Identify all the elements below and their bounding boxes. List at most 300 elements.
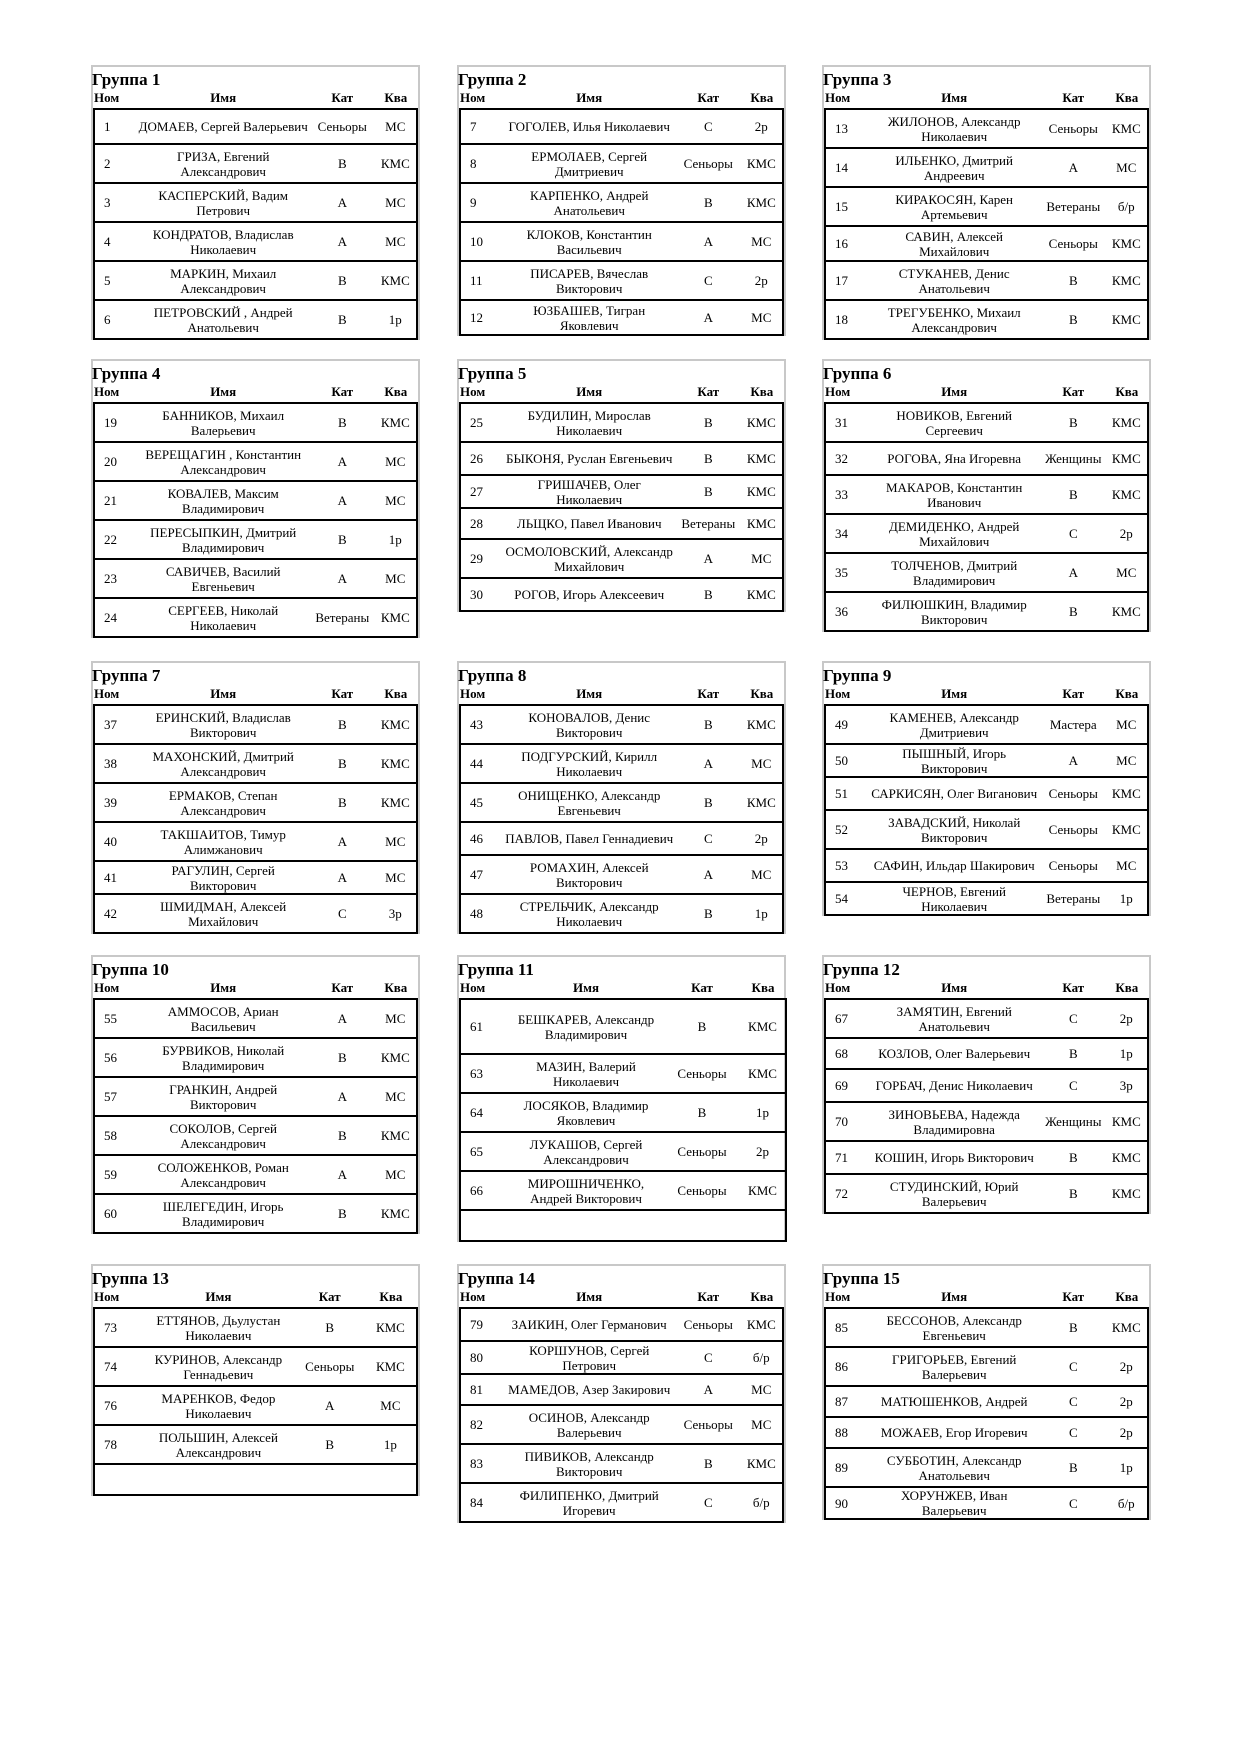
cell-cat: C <box>676 261 741 300</box>
cell-nom: 7 <box>460 109 502 144</box>
cell-nom: 54 <box>825 882 867 915</box>
cell-kva: 2р <box>741 261 783 300</box>
cell-nom: 36 <box>825 592 867 631</box>
cell-kva: КМС <box>1106 226 1148 261</box>
cell-cat: A <box>310 1077 375 1116</box>
table-row <box>94 1347 417 1386</box>
cell-nom: 69 <box>825 1069 867 1102</box>
table-row <box>94 144 417 183</box>
cell-kva: КМС <box>741 144 783 183</box>
cell-nom: 90 <box>825 1487 867 1519</box>
cell-kva: КМС <box>741 783 783 822</box>
table-row <box>94 300 417 339</box>
group-title: Группа 5 <box>458 364 527 383</box>
cell-name: ПЫШНЫЙ, Игорь Викторович <box>867 744 1041 777</box>
cell-kva: МС <box>1106 705 1148 744</box>
cell-kva: КМС <box>1106 403 1148 442</box>
cell-name: БАННИКОВ, Михаил Валерьевич <box>136 403 310 442</box>
cell-nom: 48 <box>460 894 502 933</box>
table-row <box>460 855 783 894</box>
table-row <box>825 1448 1148 1487</box>
header-kva: Ква <box>1115 980 1139 995</box>
cell-nom: 31 <box>825 403 867 442</box>
cell-cat: A <box>295 1386 365 1425</box>
cell-nom: 58 <box>94 1116 136 1155</box>
cell-kva: МС <box>375 481 417 520</box>
cell-cat: B <box>664 999 740 1054</box>
cell-name: ПОДГУРСКИЙ, Кирилл Николаевич <box>502 744 676 783</box>
cell-kva: 1р <box>1106 1038 1148 1069</box>
cell-cat: C <box>676 1483 741 1522</box>
cell-kva: МС <box>1106 849 1148 882</box>
cell-kva: КМС <box>1106 442 1148 475</box>
table-row <box>825 810 1148 849</box>
cell-nom: 21 <box>94 481 136 520</box>
group-title: Группа 15 <box>823 1269 900 1288</box>
cell-cat: B <box>1041 1038 1106 1069</box>
cell-name: КОНДРАТОВ, Владислав Николаевич <box>136 222 310 261</box>
cell-cat: B <box>310 1116 375 1155</box>
group-title: Группа 4 <box>92 364 161 383</box>
cell-name: ИЛЬЕНКО, Дмитрий Андреевич <box>867 148 1041 187</box>
table-row <box>94 1425 417 1464</box>
cell-cat: B <box>310 261 375 300</box>
table-row <box>825 1174 1148 1213</box>
table-row <box>460 300 783 335</box>
empty-row <box>94 1464 417 1495</box>
cell-nom: 35 <box>825 553 867 592</box>
table-row <box>825 261 1148 300</box>
cell-name: ЕТТЯНОВ, Дьулустан Николаевич <box>142 1308 294 1347</box>
header-cat: Кат <box>331 384 354 399</box>
cell-cat: B <box>676 894 741 933</box>
table-row <box>825 226 1148 261</box>
cell-kva: МС <box>741 539 783 578</box>
cell-name: СОКОЛОВ, Сергей Александрович <box>136 1116 310 1155</box>
cell-kva: КМС <box>375 705 417 744</box>
table-row <box>460 109 783 144</box>
table-row <box>94 109 417 144</box>
table-row <box>94 403 417 442</box>
cell-nom: 4 <box>94 222 136 261</box>
cell-kva: 1р <box>1106 1448 1148 1487</box>
cell-nom: 85 <box>825 1308 867 1347</box>
header-kva: Ква <box>750 90 774 105</box>
cell-kva: МС <box>1106 553 1148 592</box>
table-row <box>460 1444 783 1483</box>
cell-cat: A <box>310 1155 375 1194</box>
group-3 <box>822 65 1151 340</box>
cell-cat: A <box>310 222 375 261</box>
table-row <box>94 1038 417 1077</box>
table-row <box>460 442 783 475</box>
cell-cat: Женщины <box>1041 1102 1106 1141</box>
cell-nom: 16 <box>825 226 867 261</box>
cell-kva: КМС <box>375 1194 417 1233</box>
cell-name: ХОРУНЖЕВ, Иван Валерьевич <box>867 1487 1041 1519</box>
cell-kva: КМС <box>1106 261 1148 300</box>
header-name: Имя <box>210 686 237 701</box>
group-14 <box>457 1264 786 1523</box>
cell-kva: 2р <box>1106 1347 1148 1386</box>
cell-name: СТУДИНСКИЙ, Юрий Валерьевич <box>867 1174 1041 1213</box>
cell-name: ЕРМОЛАЕВ, Сергей Дмитриевич <box>502 144 676 183</box>
cell-kva: КМС <box>741 1308 783 1341</box>
table-row <box>825 849 1148 882</box>
table-row <box>825 300 1148 339</box>
cell-kva: КМС <box>1106 810 1148 849</box>
cell-name: ЗАВАДСКИЙ, Николай Викторович <box>867 810 1041 849</box>
table-row <box>460 475 783 508</box>
cell-name: ЗИНОВЬЕВА, Надежда Владимировна <box>867 1102 1041 1141</box>
cell-name: ПИВИКОВ, Александр Викторович <box>502 1444 676 1483</box>
cell-nom: 3 <box>94 183 136 222</box>
cell-kva: 2р <box>741 109 783 144</box>
cell-nom: 53 <box>825 849 867 882</box>
table-row <box>94 1077 417 1116</box>
table-row <box>460 1054 786 1093</box>
header-nom: Ном <box>825 980 851 995</box>
empty-row <box>460 1210 786 1241</box>
header-cat: Кат <box>691 980 713 995</box>
cell-cat: Сеньоры <box>676 1308 741 1341</box>
cell-cat: C <box>1041 1069 1106 1102</box>
cell-nom: 56 <box>94 1038 136 1077</box>
cell-name <box>142 1464 294 1495</box>
header-kva: Ква <box>384 384 408 399</box>
header-name: Имя <box>210 384 237 399</box>
group-table <box>459 385 784 612</box>
header-kva: Ква <box>379 1289 403 1304</box>
cell-nom: 26 <box>460 442 502 475</box>
cell-name: ЖИЛОНОВ, Александр Николаевич <box>867 109 1041 148</box>
group-title: Группа 3 <box>823 70 892 89</box>
group-table <box>93 981 418 1234</box>
table-row <box>460 144 783 183</box>
group-table <box>93 687 418 934</box>
cell-nom: 12 <box>460 300 502 335</box>
cell-name: МАРКИН, Михаил Александрович <box>136 261 310 300</box>
cell-nom: 17 <box>825 261 867 300</box>
cell-cat: C <box>676 1341 741 1374</box>
group-1 <box>91 65 420 340</box>
cell-kva: КМС <box>365 1347 417 1386</box>
cell-nom: 79 <box>460 1308 502 1341</box>
cell-cat: B <box>295 1308 365 1347</box>
cell-kva: 1р <box>375 520 417 559</box>
cell-nom: 84 <box>460 1483 502 1522</box>
group-title: Группа 8 <box>458 666 527 685</box>
table-row <box>94 894 417 933</box>
header-nom: Ном <box>460 686 486 701</box>
table-row <box>460 744 783 783</box>
cell-kva: МС <box>375 1077 417 1116</box>
group-table <box>459 687 784 934</box>
cell-name: МАТЮШЕНКОВ, Андрей <box>867 1386 1041 1417</box>
table-row <box>94 183 417 222</box>
cell-name: КОРШУНОВ, Сергей Петрович <box>502 1341 676 1374</box>
cell-nom: 30 <box>460 578 502 611</box>
cell-name: БЫКОНЯ, Руслан Евгеньевич <box>502 442 676 475</box>
cell-kva: МС <box>375 183 417 222</box>
group-title: Группа 10 <box>92 960 169 979</box>
cell-nom: 9 <box>460 183 502 222</box>
cell-name: СУББОТИН, Александр Анатольевич <box>867 1448 1041 1487</box>
cell-nom: 49 <box>825 705 867 744</box>
cell-kva: МС <box>375 559 417 598</box>
cell-name: ОСМОЛОВСКИЙ, Александр Михайлович <box>502 539 676 578</box>
cell-name: РОМАХИН, Алексей Викторович <box>502 855 676 894</box>
group-table <box>459 91 784 336</box>
cell-name: МАРЕНКОВ, Федор Николаевич <box>142 1386 294 1425</box>
header-cat: Кат <box>697 90 720 105</box>
header-name: Имя <box>210 90 237 105</box>
cell-cat: A <box>310 559 375 598</box>
group-4 <box>91 359 420 638</box>
cell-nom: 27 <box>460 475 502 508</box>
table-row <box>825 882 1148 915</box>
cell-name: ЛУКАШОВ, Сергей Александрович <box>508 1132 664 1171</box>
cell-cat: A <box>310 442 375 481</box>
cell-cat: B <box>1041 261 1106 300</box>
cell-cat: B <box>676 183 741 222</box>
cell-name: АММОСОВ, Ариан Васильевич <box>136 999 310 1038</box>
header-kva: Ква <box>750 1289 774 1304</box>
cell-nom: 74 <box>94 1347 142 1386</box>
cell-kva: КМС <box>1106 1102 1148 1141</box>
cell-cat: B <box>676 475 741 508</box>
cell-name: БЕШКАРЕВ, Александр Владимирович <box>508 999 664 1054</box>
table-row <box>460 1308 783 1341</box>
cell-nom: 13 <box>825 109 867 148</box>
table-row <box>825 744 1148 777</box>
cell-kva: КМС <box>741 1444 783 1483</box>
cell-cat: B <box>310 144 375 183</box>
cell-kva: МС <box>365 1386 417 1425</box>
group-15 <box>822 1264 1151 1520</box>
cell-kva: МС <box>741 300 783 335</box>
header-cat: Кат <box>697 1289 720 1304</box>
cell-kva: б/р <box>741 1483 783 1522</box>
cell-cat: A <box>310 822 375 861</box>
cell-nom: 70 <box>825 1102 867 1141</box>
cell-cat: Сеньоры <box>1041 777 1106 810</box>
cell-name: ОСИНОВ, Александр Валерьевич <box>502 1405 676 1444</box>
cell-kva: 2р <box>1106 1386 1148 1417</box>
cell-nom: 23 <box>94 559 136 598</box>
cell-name: КАСПЕРСКИЙ, Вадим Петрович <box>136 183 310 222</box>
header-nom: Ном <box>460 384 486 399</box>
header-name: Имя <box>576 90 603 105</box>
header-nom: Ном <box>825 90 851 105</box>
cell-kva: МС <box>375 222 417 261</box>
cell-kva: 1р <box>741 894 783 933</box>
group-12 <box>822 955 1151 1214</box>
cell-cat: Ветераны <box>1041 882 1106 915</box>
group-table <box>824 1290 1149 1520</box>
cell-cat: A <box>676 300 741 335</box>
group-11 <box>457 955 786 1242</box>
cell-nom: 46 <box>460 822 502 855</box>
cell-nom: 2 <box>94 144 136 183</box>
header-cat: Кат <box>1062 384 1085 399</box>
header-cat: Кат <box>1062 90 1085 105</box>
group-title: Группа 9 <box>823 666 892 685</box>
header-nom: Ном <box>460 90 486 105</box>
cell-name: ГРИГОРЬЕВ, Евгений Валерьевич <box>867 1347 1041 1386</box>
cell-kva: КМС <box>375 261 417 300</box>
group-title: Группа 11 <box>458 960 534 979</box>
group-9 <box>822 661 1151 916</box>
cell-nom: 67 <box>825 999 867 1038</box>
table-row <box>94 783 417 822</box>
table-row <box>460 261 783 300</box>
cell-nom: 18 <box>825 300 867 339</box>
cell-cat: B <box>310 783 375 822</box>
cell-cat: B <box>1041 1174 1106 1213</box>
cell-cat: B <box>676 403 741 442</box>
cell-cat: Сеньоры <box>664 1054 740 1093</box>
cell-cat: A <box>1041 744 1106 777</box>
cell-nom: 25 <box>460 403 502 442</box>
cell-name: КОНОВАЛОВ, Денис Викторович <box>502 705 676 744</box>
header-nom: Ном <box>825 686 851 701</box>
table-row <box>94 222 417 261</box>
cell-cat: C <box>676 822 741 855</box>
cell-kva: КМС <box>741 183 783 222</box>
cell-kva: МС <box>375 442 417 481</box>
table-row <box>825 1102 1148 1141</box>
table-row <box>460 222 783 261</box>
table-row <box>460 894 783 933</box>
cell-kva: КМС <box>375 783 417 822</box>
cell-name: КАМЕНЕВ, Александр Дмитриевич <box>867 705 1041 744</box>
cell-cat: B <box>1041 300 1106 339</box>
header-kva: Ква <box>384 686 408 701</box>
cell-nom: 44 <box>460 744 502 783</box>
header-cat: Кат <box>697 686 720 701</box>
group-table <box>93 91 418 340</box>
group-table <box>824 91 1149 340</box>
header-kva: Ква <box>1115 384 1139 399</box>
group-8 <box>457 661 786 934</box>
cell-name: БЕССОНОВ, Александр Евгеньевич <box>867 1308 1041 1347</box>
cell-kva: МС <box>375 861 417 894</box>
header-name: Имя <box>941 686 968 701</box>
header-cat: Кат <box>331 90 354 105</box>
cell-name <box>508 1210 664 1241</box>
table-row <box>94 1155 417 1194</box>
cell-nom: 66 <box>460 1171 508 1210</box>
cell-cat: B <box>676 783 741 822</box>
cell-name: МАЗИН, Валерий Николаевич <box>508 1054 664 1093</box>
cell-kva: КМС <box>740 1054 786 1093</box>
cell-name: ГОГОЛЕВ, Илья Николаевич <box>502 109 676 144</box>
cell-name: ТОЛЧЕНОВ, Дмитрий Владимирович <box>867 553 1041 592</box>
cell-nom: 47 <box>460 855 502 894</box>
cell-cat: C <box>1041 1347 1106 1386</box>
cell-name: ПОЛЬШИН, Алексей Александрович <box>142 1425 294 1464</box>
group-6 <box>822 359 1151 632</box>
cell-cat: B <box>1041 475 1106 514</box>
table-row <box>460 1483 783 1522</box>
cell-nom: 42 <box>94 894 136 933</box>
table-row <box>825 1347 1148 1386</box>
cell-cat: C <box>1041 1386 1106 1417</box>
header-nom: Ном <box>94 1289 120 1304</box>
group-table <box>459 981 787 1242</box>
table-row <box>94 705 417 744</box>
table-row <box>94 822 417 861</box>
cell-kva: МС <box>375 822 417 861</box>
cell-cat: B <box>310 1194 375 1233</box>
table-row <box>825 705 1148 744</box>
cell-kva: 1р <box>365 1425 417 1464</box>
cell-cat: C <box>1041 1487 1106 1519</box>
header-cat: Кат <box>1062 686 1085 701</box>
cell-name: ТРЕГУБЕНКО, Михаил Александрович <box>867 300 1041 339</box>
cell-kva: КМС <box>1106 109 1148 148</box>
header-cat: Кат <box>697 384 720 399</box>
table-row <box>460 508 783 539</box>
cell-cat: C <box>1041 1417 1106 1448</box>
cell-nom: 82 <box>460 1405 502 1444</box>
table-row <box>94 520 417 559</box>
cell-cat: B <box>676 442 741 475</box>
header-kva: Ква <box>384 90 408 105</box>
cell-cat: Женщины <box>1041 442 1106 475</box>
cell-name: КИРАКОСЯН, Карен Артемьевич <box>867 187 1041 226</box>
cell-name: КОВАЛЕВ, Максим Владимирович <box>136 481 310 520</box>
cell-cat: Сеньоры <box>664 1132 740 1171</box>
cell-name: САРКИСЯН, Олег Виганович <box>867 777 1041 810</box>
header-kva: Ква <box>750 686 774 701</box>
header-nom: Ном <box>825 384 851 399</box>
cell-kva: КМС <box>741 705 783 744</box>
cell-nom: 22 <box>94 520 136 559</box>
cell-nom: 57 <box>94 1077 136 1116</box>
cell-name: КОШИН, Игорь Викторович <box>867 1141 1041 1174</box>
cell-nom: 65 <box>460 1132 508 1171</box>
cell-name: ГРИШАЧЕВ, Олег Николаевич <box>502 475 676 508</box>
cell-kva: б/р <box>741 1341 783 1374</box>
cell-nom: 6 <box>94 300 136 339</box>
header-name: Имя <box>941 1289 968 1304</box>
cell-nom: 88 <box>825 1417 867 1448</box>
group-title: Группа 12 <box>823 960 900 979</box>
cell-kva: КМС <box>1106 1308 1148 1347</box>
cell-nom: 45 <box>460 783 502 822</box>
cell-name: ВЕРЕЩАГИН , Константин Александрович <box>136 442 310 481</box>
cell-nom: 63 <box>460 1054 508 1093</box>
cell-name: ЧЕРНОВ, Евгений Николаевич <box>867 882 1041 915</box>
cell-name: ГРИЗА, Евгений Александрович <box>136 144 310 183</box>
table-row <box>460 1341 783 1374</box>
cell-nom: 55 <box>94 999 136 1038</box>
cell-cat: A <box>676 855 741 894</box>
cell-nom: 61 <box>460 999 508 1054</box>
cell-nom: 52 <box>825 810 867 849</box>
table-row <box>94 999 417 1038</box>
group-2 <box>457 65 786 336</box>
cell-name: КУРИНОВ, Александр Геннадьевич <box>142 1347 294 1386</box>
group-table <box>824 385 1149 632</box>
cell-cat: B <box>310 744 375 783</box>
cell-nom: 68 <box>825 1038 867 1069</box>
cell-name: ОНИЩЕНКО, Александр Евгеньевич <box>502 783 676 822</box>
cell-cat: Сеньоры <box>1041 810 1106 849</box>
cell-cat: C <box>310 894 375 933</box>
